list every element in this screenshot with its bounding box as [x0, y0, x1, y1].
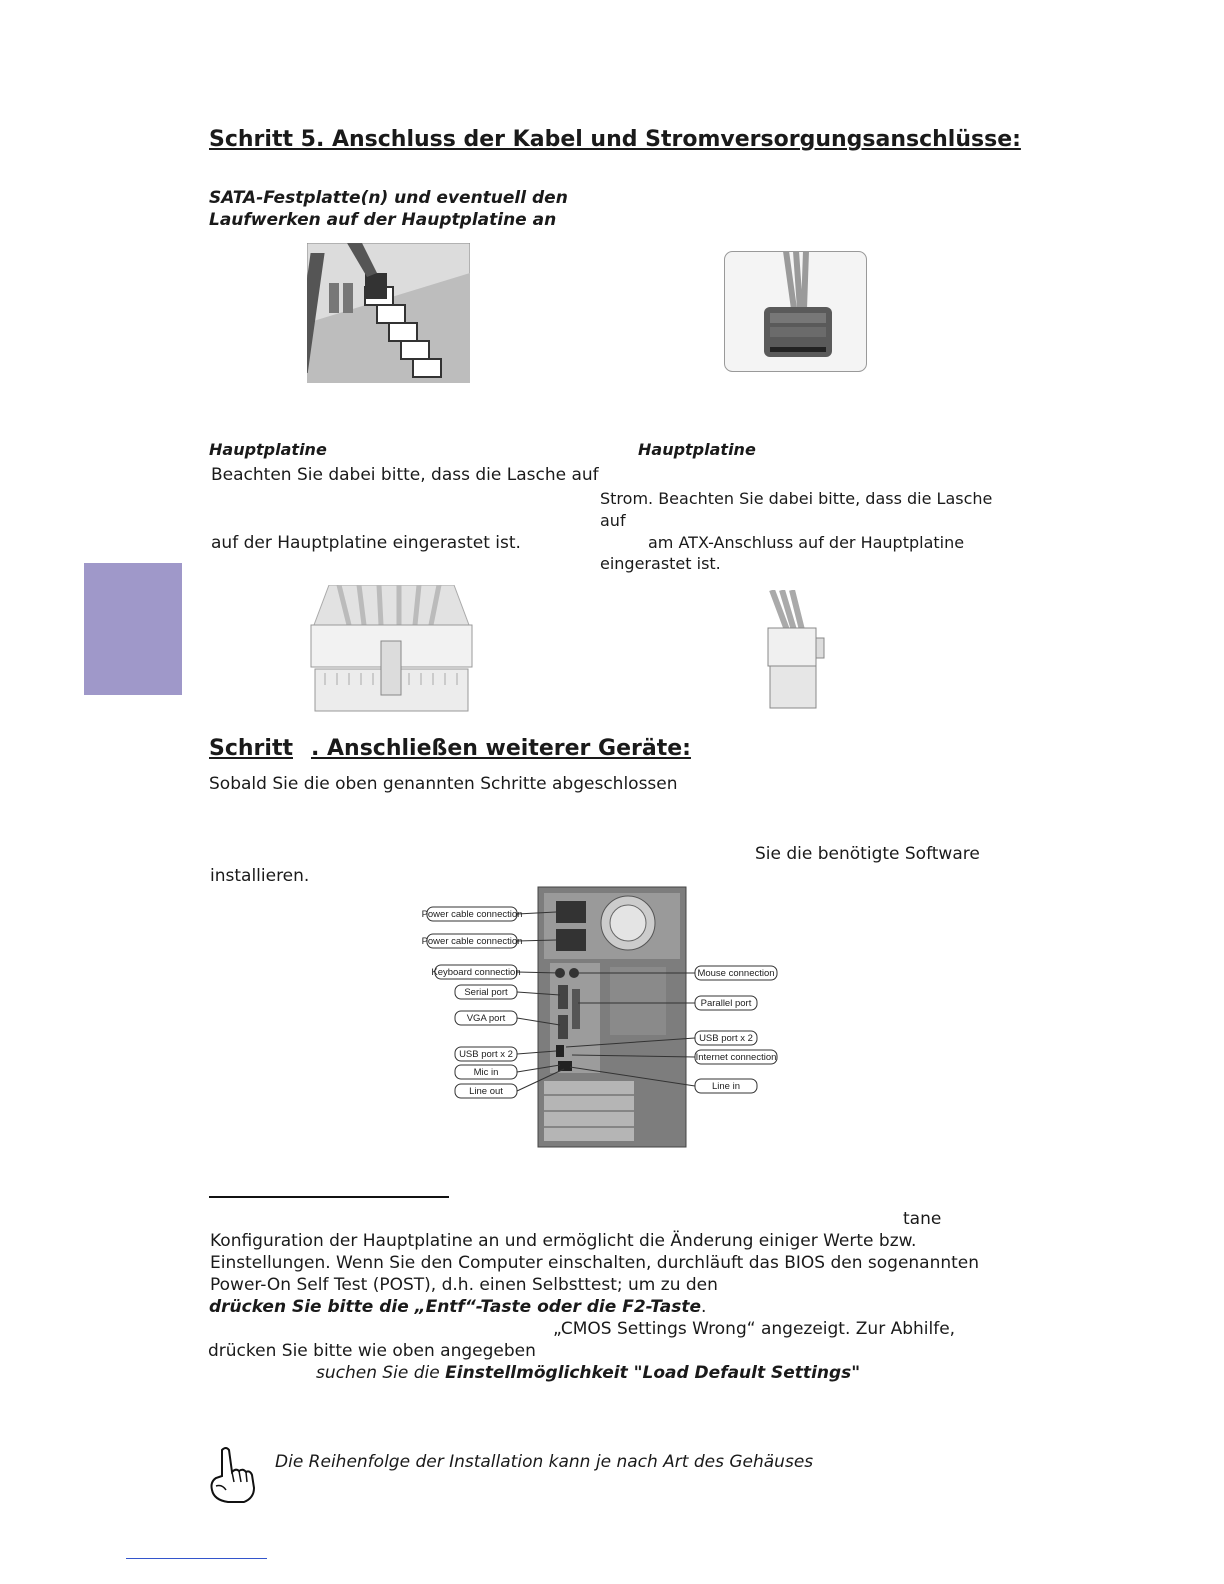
- step6-heading-b: . Anschließen weiterer Geräte:: [310, 736, 691, 761]
- step6-heading-a: Schritt: [209, 736, 293, 761]
- step6-line3: installieren.: [210, 866, 310, 886]
- installation-note: Die Reihenfolge der Installation kann je nach Art des Gehäuses: [275, 1452, 814, 1472]
- sata-text-line2: Laufwerken auf der Hauptplatine an: [209, 210, 557, 230]
- section-rule: [209, 1196, 449, 1198]
- pointing-hand-icon: [208, 1446, 258, 1504]
- step5-heading: Schritt 5. Anschluss der Kabel und Stromversorgungsanschlüsse:: [209, 127, 1021, 152]
- pc-label-left-4: VGA port: [466, 1013, 506, 1024]
- right-col-line4: eingerastet ist.: [600, 554, 721, 573]
- left-col-line1: Beachten Sie dabei bitte, dass die Lasche auf: [211, 465, 599, 485]
- bios-line4: [209, 1297, 706, 1317]
- left-col-label: Hauptplatine: [209, 440, 327, 459]
- bios-line3: Power-On Self Test (POST), d.h. einen Selbsttest; um zu den: [210, 1275, 718, 1295]
- bios-line1: Konfiguration der Hauptplatine an und ermöglicht die Änderung einiger Werte bzw.: [210, 1231, 917, 1251]
- pc-label-left-3: Serial port: [464, 987, 508, 998]
- bios-line7-a: suchen Sie die: [316, 1363, 440, 1383]
- sata-ports-image: [307, 243, 470, 383]
- bios-line2: Einstellungen. Wenn Sie den Computer einschalten, durchläuft das BIOS den sogenannten: [210, 1253, 980, 1273]
- side-chapter-tab: [84, 563, 182, 695]
- right-col-line2: auf: [600, 511, 626, 530]
- bios-tane: tane: [903, 1209, 942, 1229]
- bios-line4-bold: drücken Sie bitte die „Entf“-Taste oder die F2-Taste: [209, 1297, 702, 1317]
- left-col-line2: auf der Hauptplatine eingerastet ist.: [211, 533, 521, 553]
- atx12v-connector-image: [762, 590, 827, 712]
- sata-power-connector-image: [724, 251, 867, 372]
- pc-label-left-6: Mic in: [473, 1067, 499, 1078]
- bios-line4-end: .: [701, 1297, 707, 1317]
- footer-rule: [126, 1558, 267, 1559]
- bios-line5: „CMOS Settings Wrong“ angezeigt. Zur Abhilfe,: [553, 1319, 956, 1339]
- pc-label-right-0: Mouse connection: [697, 968, 775, 979]
- right-col-label: Hauptplatine: [638, 440, 756, 459]
- right-col-line3: am ATX-Anschluss auf der Hauptplatine: [648, 533, 965, 552]
- pc-label-left-2: Keyboard connection: [431, 967, 521, 978]
- bios-line7-b: Einstellmöglichkeit "Load Default Settings": [445, 1363, 861, 1383]
- right-col-line1: Strom. Beachten Sie dabei bitte, dass die Lasche: [600, 489, 993, 508]
- bios-line7: [316, 1363, 860, 1383]
- pc-rear-panel-diagram: [420, 885, 780, 1150]
- step6-heading: [209, 736, 691, 761]
- pc-label-left-1: Power cable connection: [421, 936, 523, 947]
- atx-power-connector-image: [309, 585, 474, 713]
- bios-line6: drücken Sie bitte wie oben angegeben: [208, 1341, 536, 1361]
- pc-label-right-2: USB port x 2: [699, 1033, 753, 1044]
- pc-label-left-7: Line out: [469, 1086, 503, 1097]
- pc-label-left-5: USB port x 2: [459, 1049, 513, 1060]
- pc-label-left-0: Power cable connection: [421, 909, 523, 920]
- step6-line1: Sobald Sie die oben genannten Schritte abgeschlossen: [209, 774, 678, 794]
- pc-label-right-3: Internet connection: [695, 1052, 777, 1063]
- sata-text-line1: SATA-Festplatte(n) und eventuell den: [209, 188, 568, 208]
- pc-label-right-1: Parallel port: [700, 998, 752, 1009]
- step6-line2: Sie die benötigte Software: [755, 844, 980, 864]
- pc-label-right-4: Line in: [712, 1081, 740, 1092]
